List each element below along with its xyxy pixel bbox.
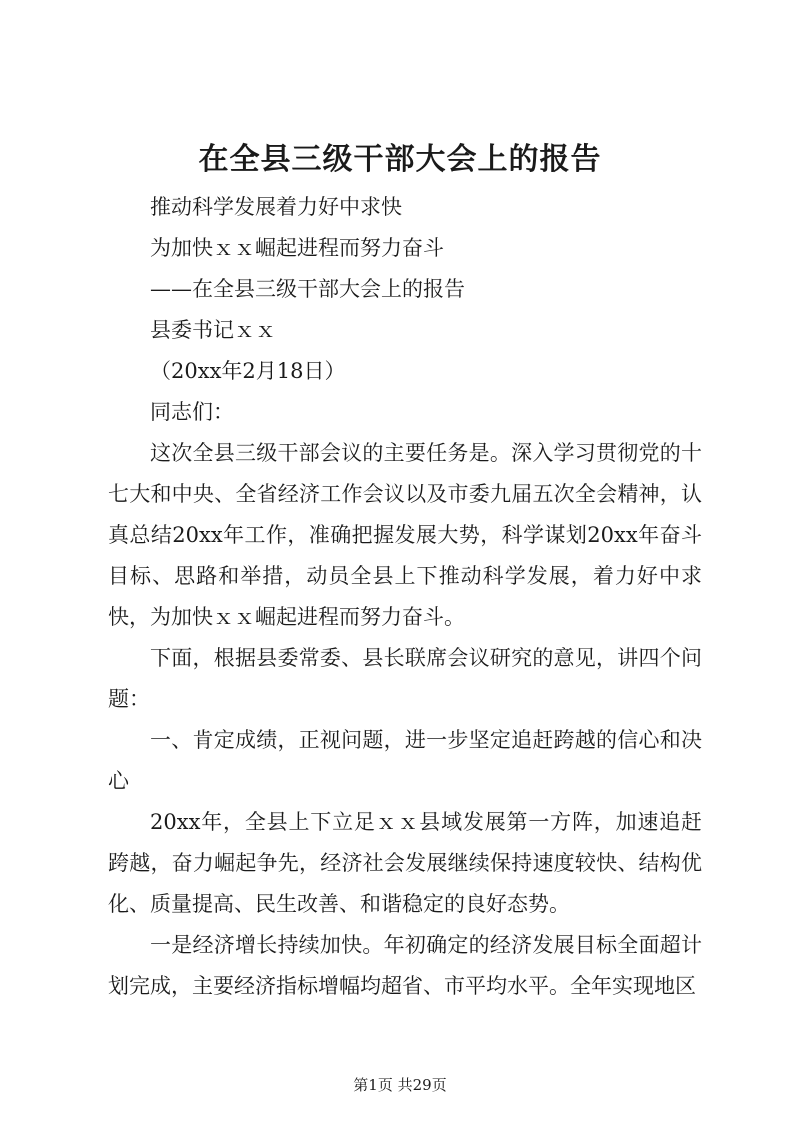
body-paragraph: 20xx年，全县上下立足ｘｘ县域发展第一方阵，加速追赶跨越，奋力崛起争先，经济社会发展继续保持速度较快、结构优化、质量提高、民生改善、和谐稳定的良好态势。 xyxy=(108,810,702,916)
subtitle-line: 为加快ｘｘ崛起进程而努力奋斗 xyxy=(150,236,444,260)
date-line: （20xx年2月18日） xyxy=(150,359,346,383)
body-paragraph: 这次全县三级干部会议的主要任务是。深入学习贯彻党的十七大和中央、全省经济工作会议以及市委九届五次全会精神，认真总结20xx年工作，准确把握发展大势，科学谋划20xx年奋斗目标、思路和举措，动员全县上下推动科学发展，着力好中求快，为加快ｘｘ崛起进程而努力奋斗。 xyxy=(108,441,702,629)
document-body xyxy=(108,187,702,1007)
document-title: 在全县三级干部大会上的报告 xyxy=(198,142,602,177)
body-paragraph: 下面，根据县委常委、县长联席会议研究的意见，讲四个问题： xyxy=(108,646,702,711)
subtitle-line: ——在全县三级干部大会上的报告 xyxy=(150,277,465,301)
page-number-footer: 第1页 共29页 xyxy=(353,1076,447,1094)
author-line: 县委书记ｘｘ xyxy=(150,318,276,342)
section-heading: 一、肯定成绩，正视问题，进一步坚定追赶跨越的信心和决心 xyxy=(108,728,702,793)
subtitle-line: 推动科学发展着力好中求快 xyxy=(150,195,402,219)
body-paragraph: 一是经济增长持续加快。年初确定的经济发展目标全面超计划完成，主要经济指标增幅均超省、市平均水平。全年实现地区 xyxy=(108,933,702,998)
salutation-line: 同志们： xyxy=(150,400,234,424)
